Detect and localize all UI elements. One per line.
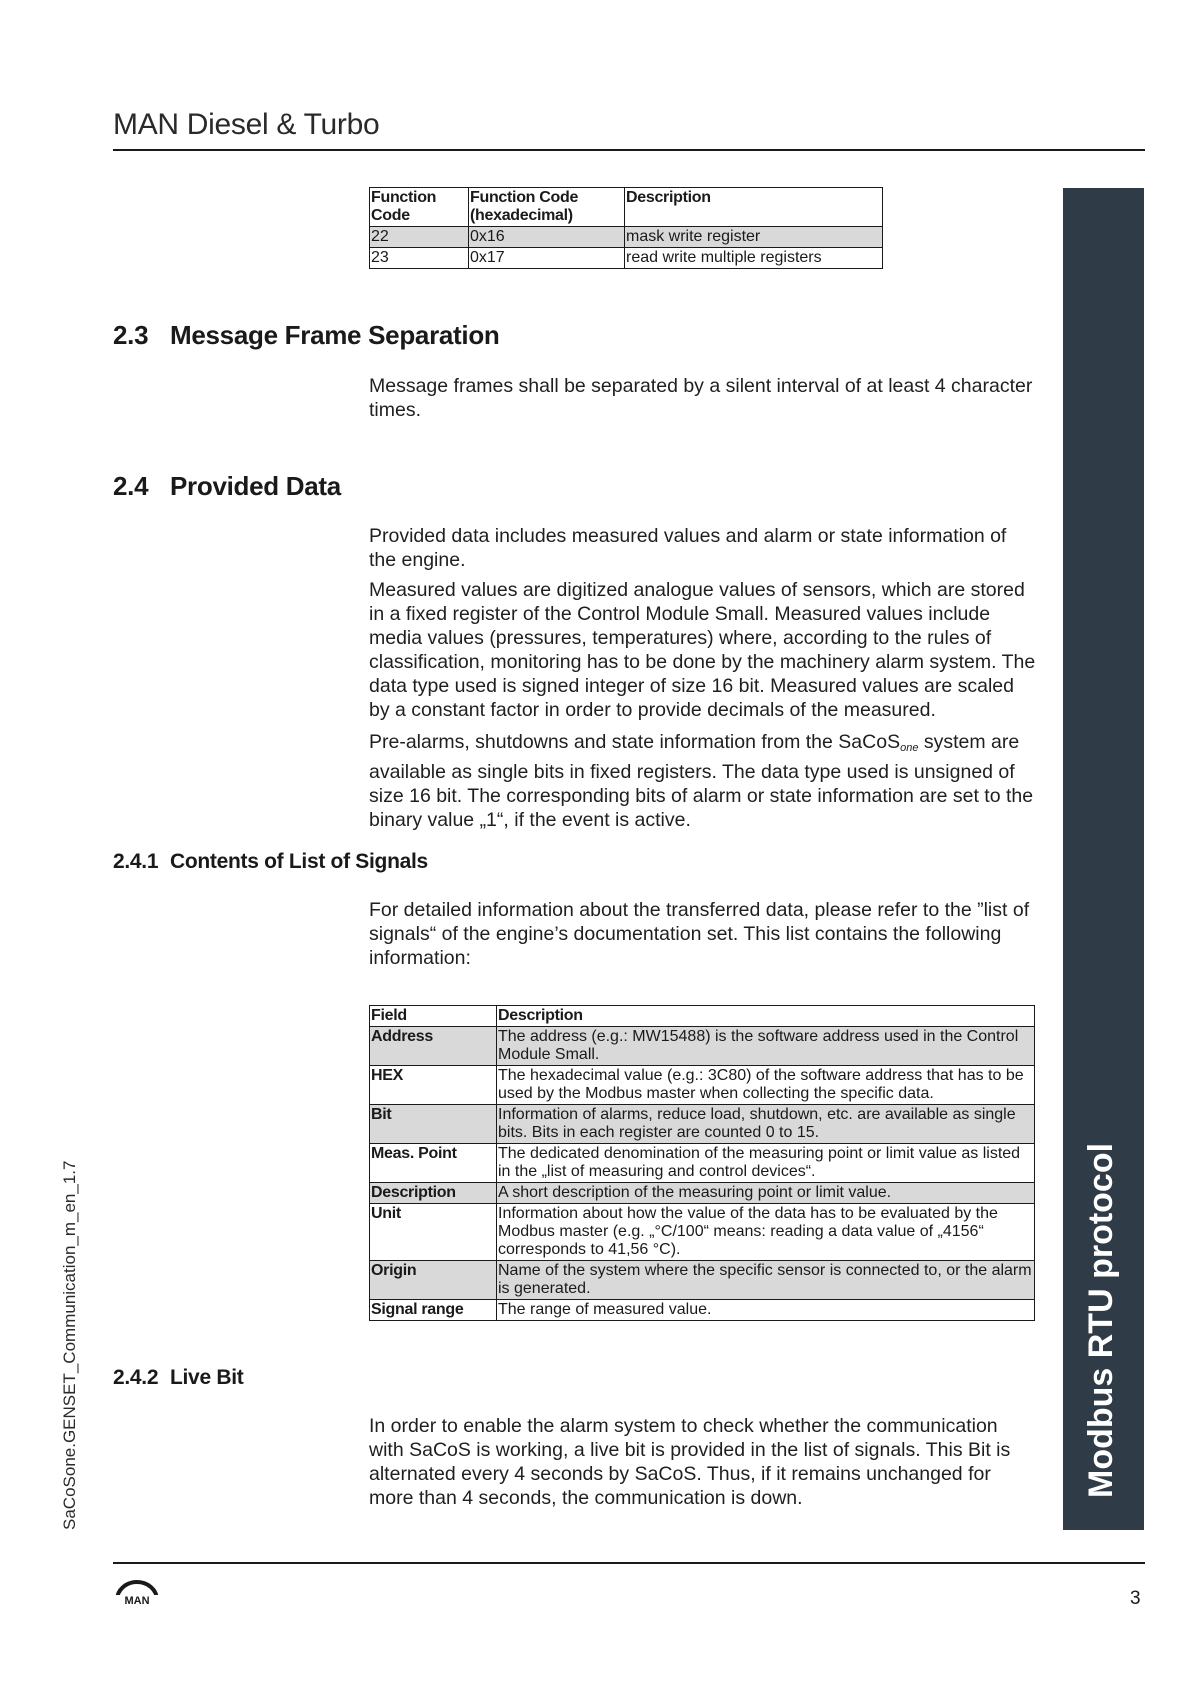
function-description-cell: read write multiple registers [625,248,883,269]
function-code-cell: 22 [370,227,469,248]
table-row [370,1027,1035,1066]
table-row [370,1144,1035,1183]
paragraph-message-frame: Message frames shall be separated by a silent interval of at least 4 character times. [369,375,1033,421]
field-description-cell: The dedicated denomination of the measuring point or limit value as listed in the „list of measuring and control devices“. [497,1144,1035,1183]
field-description-cell: The address (e.g.: MW15488) is the software address used in the Control Module Small. [497,1027,1035,1066]
table-header-cell: Description [497,1006,1035,1027]
field-name-cell: Meas. Point [370,1144,497,1183]
table-header-row [370,1006,1035,1027]
table-header-cell: Field [370,1006,497,1027]
page-header-title: MAN Diesel & Turbo [113,108,380,141]
document-id-vertical: SaCoSone.GENSET_Communication_m_en_1.7 [60,1160,79,1530]
paragraph-provided-data-3 [369,730,1037,832]
field-name-cell: Description [370,1183,497,1204]
function-hex-cell: 0x16 [469,227,625,248]
table-row [370,1300,1035,1321]
function-description-cell: mask write register [625,227,883,248]
logo-text: MAN [124,1595,150,1606]
table-row [370,1261,1035,1300]
section-title: Contents of List of Signals [170,850,428,873]
field-name-cell: Origin [370,1261,497,1300]
table-header-row [370,188,883,227]
paragraph-list-of-signals: For detailed information about the transferred data, please refer to the ”list of signals“ of the engine’s documentation set. This list contains the following information: [369,899,1030,969]
paragraph-text: system are available as single bits in fixed registers. The data type used is unsigned of size 16 bit. The corresponding bits of alarm or state information are set to the binary value „1“, if the event is active. [369,731,1034,831]
field-description-cell: A short description of the measuring point or limit value. [497,1183,1035,1204]
field-name-cell: Signal range [370,1300,497,1321]
field-description-cell: Information of alarms, reduce load, shutdown, etc. are available as single bits. Bits in each register are counted 0 to 15. [497,1105,1035,1144]
footer-rule [113,1562,1145,1564]
table-row [370,1105,1035,1144]
section-number: 2.4.1 [113,850,159,873]
field-description-cell: The range of measured value. [497,1300,1035,1321]
man-logo-icon [113,1578,161,1606]
section-title: Message Frame Separation [170,320,500,350]
table-row [370,1204,1035,1261]
field-description-cell: Information about how the value of the data has to be evaluated by the Modbus master (e.g. „°C/100“ means: reading a data value of „4156“ corresponds to 41,56 °C). [497,1204,1035,1261]
subscript-one: one [900,742,919,754]
section-number: 2.4 [113,471,149,501]
table-row [370,1183,1035,1204]
table-header-cell: Description [625,188,883,227]
function-code-table [369,187,883,269]
function-hex-cell: 0x17 [469,248,625,269]
chapter-sidebar-label: Modbus RTU protocol [1082,1142,1120,1498]
paragraph-live-bit: In order to enable the alarm system to check whether the communication with SaCoS is working, a live bit is provided in the list of signals. This Bit is alternated every 4 seconds by SaCoS. Thus, if it remains unchanged for more than 4 seconds, the communication is down. [369,1415,1011,1509]
field-name-cell: Address [370,1027,497,1066]
paragraph-provided-data-2: Measured values are digitized analogue values of sensors, which are stored in a fixed register of the Control Module Small. Measured values include media values (pressures, temperatures) where, according to the rules of classification, monitoring has to be done by the machinery alarm system. The data type used is signed integer of size 16 bit. Measured values are scaled by a constant factor in order to provide decimals of the measured. [369,579,1036,721]
paragraph-provided-data-1: Provided data includes measured values and alarm or state information of the engine. [369,525,1007,571]
table-header-cell: Function Code (hexadecimal) [469,188,625,227]
function-code-cell: 23 [370,248,469,269]
section-heading-2-4-2 [113,1366,243,1390]
signal-fields-table [369,1005,1035,1321]
field-description-cell: The hexadecimal value (e.g.: 3C80) of the software address that has to be used by the Modbus master when collecting the specific data. [497,1066,1035,1105]
field-name-cell: HEX [370,1066,497,1105]
section-title: Provided Data [170,471,341,501]
table-row [370,1066,1035,1105]
field-name-cell: Bit [370,1105,497,1144]
field-name-cell: Unit [370,1204,497,1261]
section-title: Live Bit [170,1366,244,1389]
section-number: 2.3 [113,320,149,350]
chapter-sidebar-tab [1063,188,1144,1530]
page-number: 3 [1130,1588,1141,1609]
section-heading-2-4 [113,471,341,502]
table-row [370,248,883,269]
table-row [370,227,883,248]
table-header-cell: Function Code [370,188,469,227]
paragraph-text: Pre-alarms, shutdowns and state information from the SaCoS [369,731,901,753]
header-rule [113,149,1145,151]
section-heading-2-4-1 [113,850,428,874]
section-heading-2-3 [113,320,500,351]
field-description-cell: Name of the system where the specific sensor is connected to, or the alarm is generated. [497,1261,1035,1300]
section-number: 2.4.2 [113,1366,159,1389]
